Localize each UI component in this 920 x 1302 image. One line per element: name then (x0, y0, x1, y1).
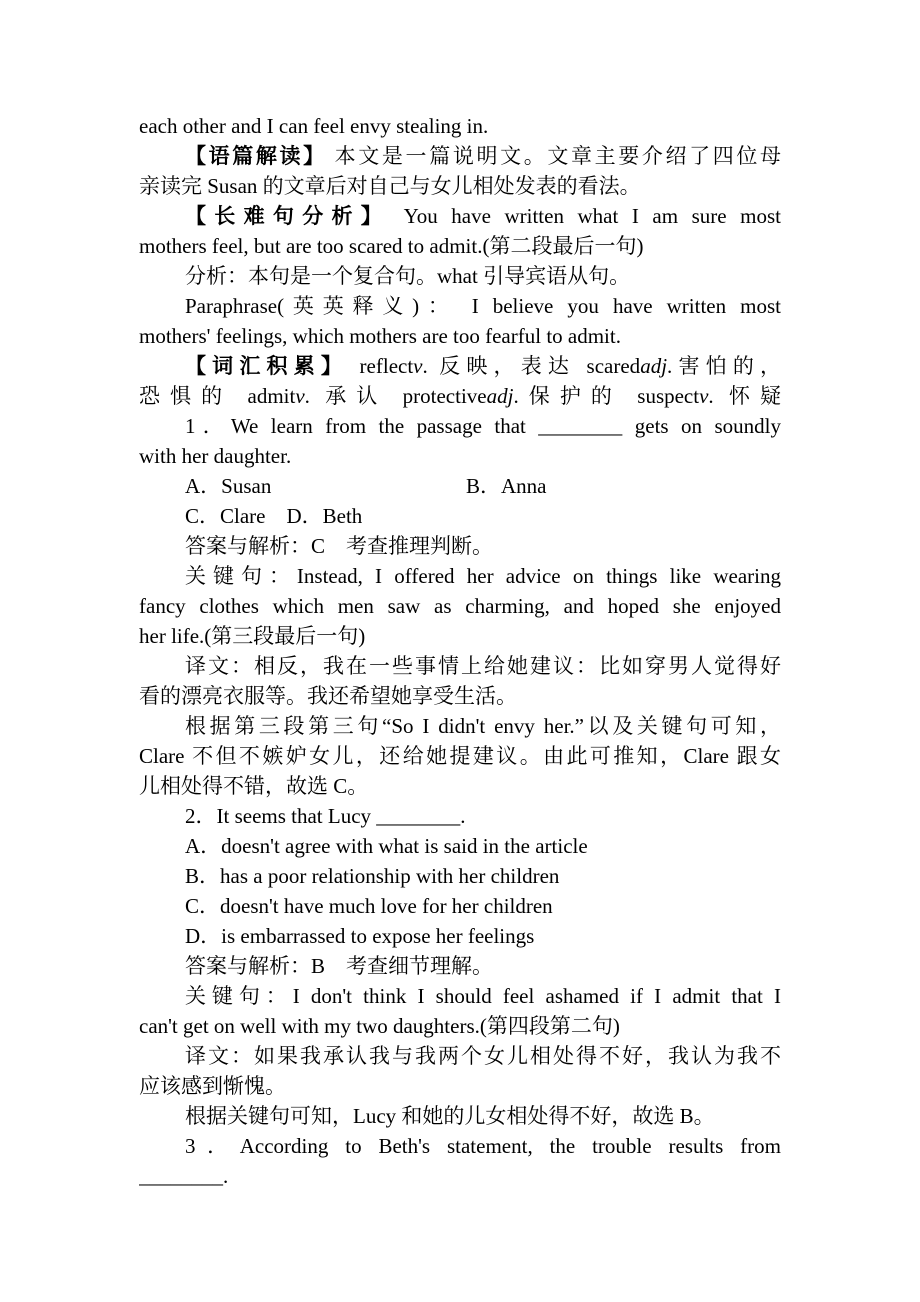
paraphrase-text: Paraphrase(英英释义)： I believe you have written most (185, 294, 781, 318)
option-a: A．doesn't agree with what is said in the article (185, 834, 588, 858)
answer-heading: 答案与解析： (185, 954, 311, 978)
answer-heading: 答案与解析： (185, 534, 311, 558)
key-sentence: 关键句：I don't think I should feel ashamed if I admit that I (185, 984, 781, 1008)
text-line (139, 1071, 781, 1101)
vocab-def: .保护的 (513, 384, 622, 408)
vocab-def: 恐惧的 (139, 384, 233, 408)
text-line (139, 321, 781, 351)
key-sentence-cont: fancy clothes which men saw as charming, and hoped she enjoyed (139, 594, 781, 618)
text-line (139, 1161, 781, 1191)
question-3-text: 3．According to Beth's statement, the trouble results from (185, 1134, 781, 1158)
vocab-pos: adj (640, 354, 668, 378)
question-2-stem (139, 801, 781, 831)
vocab-pos: adj (486, 384, 514, 408)
vocab-word: suspect (637, 384, 700, 408)
text-line (139, 171, 781, 201)
vocab-pos: v (413, 354, 423, 378)
text-line (139, 351, 781, 381)
text-line (139, 201, 781, 231)
text-line (139, 651, 781, 681)
question-1-options-row-2 (139, 501, 781, 531)
section-heading-vocabulary: 【词汇积累】 (185, 354, 349, 378)
vocab-word: admit (247, 384, 296, 408)
vocab-word: scared (586, 354, 641, 378)
text-line (139, 1101, 781, 1131)
question-1-options-row-1 (139, 471, 781, 501)
vocab-pos: v (295, 384, 305, 408)
option-c: C．Clare (185, 504, 266, 528)
text-line (139, 291, 781, 321)
sentence-analysis-text: You have written what I am sure most (403, 204, 781, 228)
question-3-text-cont: ________. (139, 1164, 229, 1188)
analysis-note: 分析：本句是一个复合句。what 引导宾语从句。 (185, 264, 631, 288)
text-line (139, 771, 781, 801)
option-d: D．is embarrassed to expose her feelings (185, 924, 535, 948)
reasoning: 根据第三段第三句“So I didn't envy her.”以及关键句可知， (185, 714, 781, 738)
vocab-word: protective (402, 384, 487, 408)
question-2-text: 2．It seems that Lucy ________. (185, 804, 466, 828)
text-line (139, 1041, 781, 1071)
reasoning-cont: Clare 不但不嫉妒女儿，还给她提建议。由此可推知，Clare 跟女 (139, 744, 781, 768)
text-line (139, 591, 781, 621)
reasoning-cont: 儿相处得不错，故选 C。 (139, 774, 369, 798)
translation: 译文：如果我承认我与我两个女儿相处得不好，我认为我不 (185, 1044, 781, 1068)
option-row (139, 891, 781, 921)
passage-tail: each other and I can feel envy stealing in. (139, 114, 489, 138)
text-line (139, 141, 781, 171)
option-a: A．Susan (185, 474, 272, 498)
section-heading-passage-analysis: 【语篇解读】 (185, 144, 327, 168)
option-b: B．has a poor relationship with her children (185, 864, 560, 888)
text-line (139, 561, 781, 591)
question-1-answer (139, 531, 781, 561)
vocab-def: . 怀疑 (708, 384, 781, 408)
vocab-def: .害怕的， (667, 354, 781, 378)
question-1-stem (139, 411, 781, 441)
text-line (139, 261, 781, 291)
option-row (139, 831, 781, 861)
answer-text: C 考查推理判断。 (311, 534, 494, 558)
vocab-word: reflect (359, 354, 414, 378)
passage-analysis-text: 本文是一篇说明文。文章主要介绍了四位母 (334, 144, 781, 168)
sentence-analysis-text-cont: mothers feel, but are too scared to admit.(第二段最后一句) (139, 234, 644, 258)
option-b: B．Anna (466, 474, 547, 498)
option-row (139, 861, 781, 891)
option-row (139, 921, 781, 951)
vocab-pos: v (699, 384, 709, 408)
text-line (139, 441, 781, 471)
translation-cont: 看的漂亮衣服等。我还希望她享受生活。 (139, 684, 517, 708)
translation: 译文：相反，我在一些事情上给她建议：比如穿男人觉得好 (185, 654, 781, 678)
text-line (139, 741, 781, 771)
passage-analysis-text-cont: 亲读完 Susan 的文章后对自己与女儿相处发表的看法。 (139, 174, 641, 198)
answer-text: B 考查细节理解。 (311, 954, 494, 978)
text-line (139, 711, 781, 741)
section-heading-sentence-analysis: 【长难句分析】 (185, 204, 391, 228)
option-c: C．doesn't have much love for her children (185, 894, 553, 918)
document-page (139, 111, 781, 1191)
key-sentence: 关键句：Instead, I offered her advice on things like wearing (185, 564, 781, 588)
text-line (139, 981, 781, 1011)
text-line (139, 681, 781, 711)
vocab-def: . 反映，表达 (422, 354, 576, 378)
translation-cont: 应该感到惭愧。 (139, 1074, 286, 1098)
question-1-text-cont: with her daughter. (139, 444, 292, 468)
text-line (139, 111, 781, 141)
key-sentence-cont: her life.(第三段最后一句) (139, 624, 366, 648)
reasoning: 根据关键句可知，Lucy 和她的儿女相处得不好，故选 B。 (185, 1104, 715, 1128)
text-line (139, 381, 781, 411)
paraphrase-text-cont: mothers' feelings, which mothers are too fearful to admit. (139, 324, 621, 348)
question-1-text: 1．We learn from the passage that ________ gets on soundly (185, 414, 781, 438)
text-line (139, 621, 781, 651)
key-sentence-cont: can't get on well with my two daughters.(第四段第二句) (139, 1014, 620, 1038)
question-3-stem (139, 1131, 781, 1161)
option-d: D．Beth (286, 504, 363, 528)
question-2-answer (139, 951, 781, 981)
vocab-def: . 承认 (304, 384, 388, 408)
text-line (139, 231, 781, 261)
text-line (139, 1011, 781, 1041)
